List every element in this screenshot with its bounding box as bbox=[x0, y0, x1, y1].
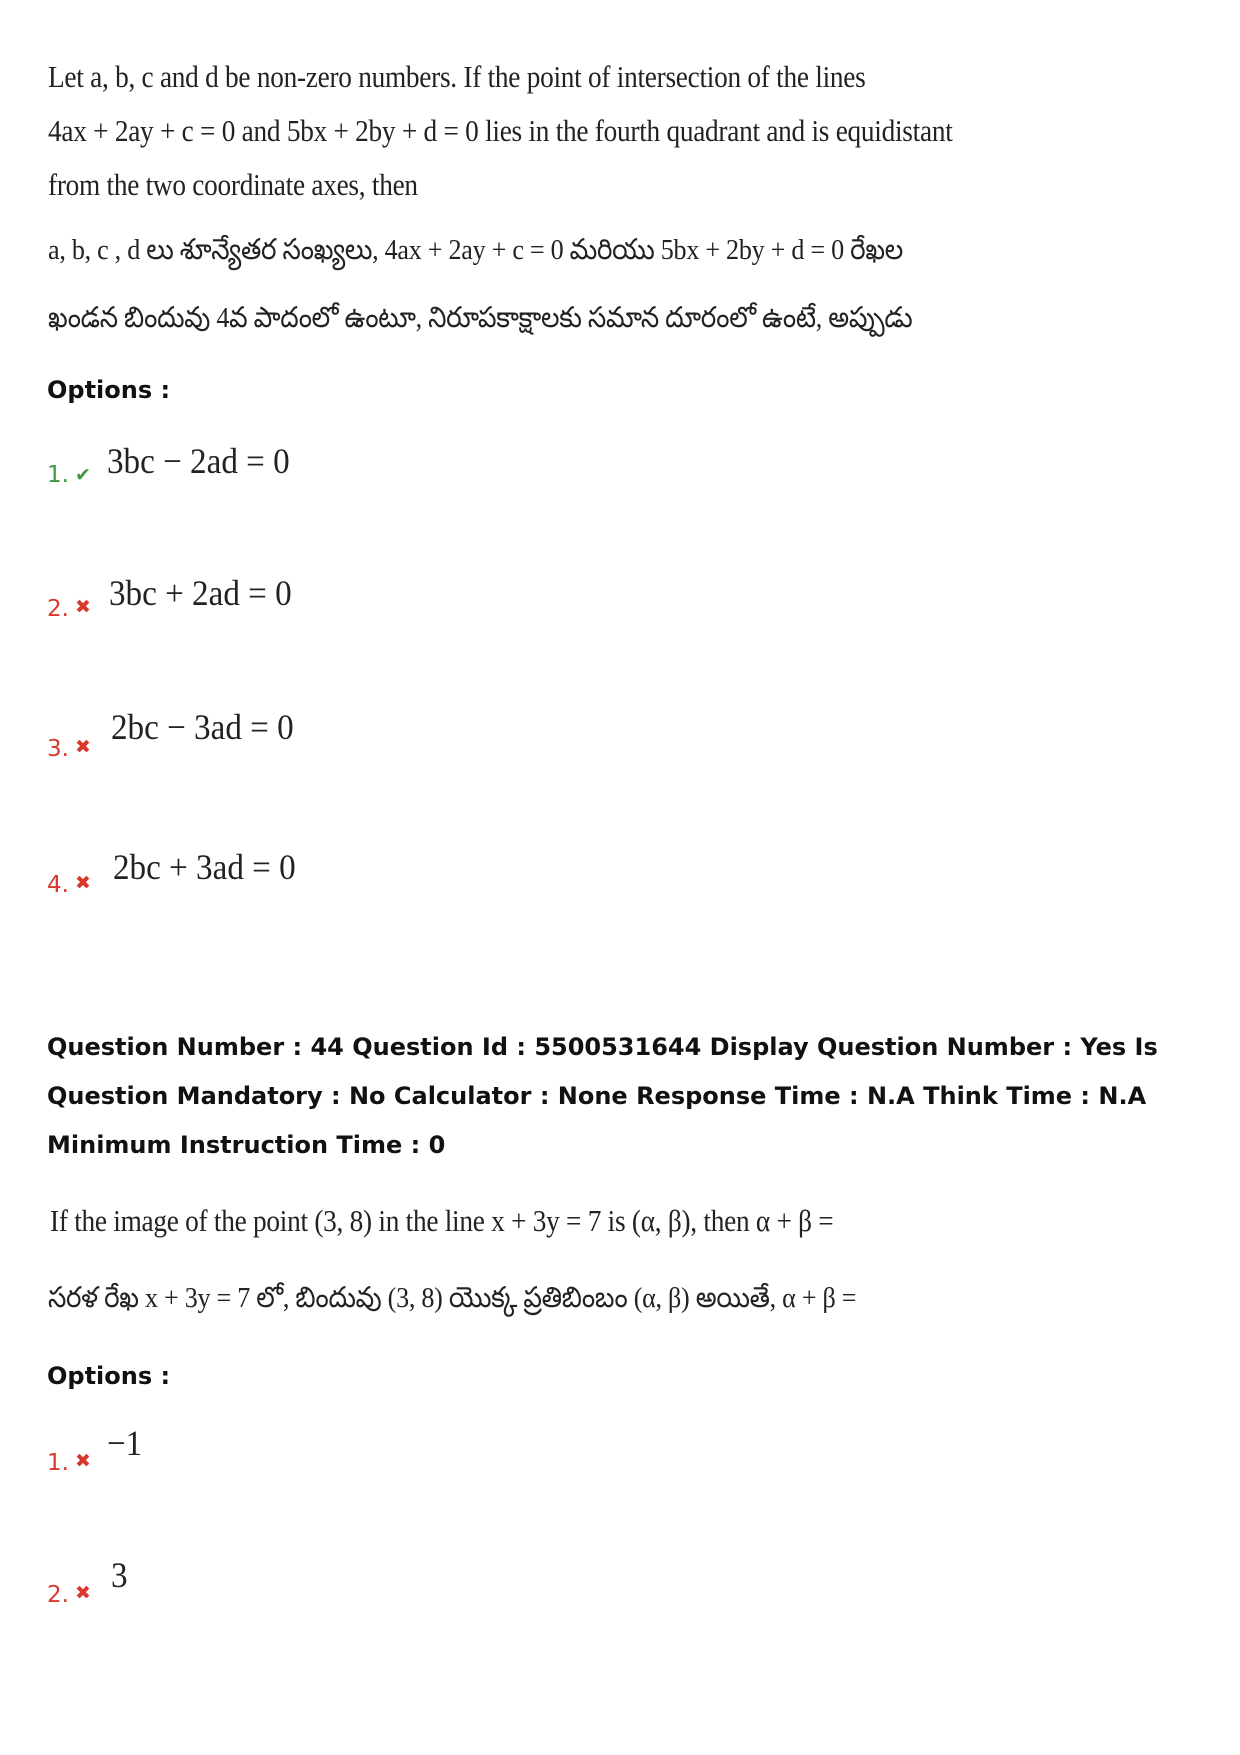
q43-options-label: Options : bbox=[47, 376, 171, 404]
check-icon: ✔ bbox=[75, 464, 91, 486]
option-number: 2. bbox=[47, 596, 69, 622]
q43-stem-te-line-2: ఖండన బిందువు 4వ పాదంలో ఉంటూ, నిరూపకాక్షాలకు సమాన దూరంలో ఉంటే, అప్పుడు bbox=[48, 302, 913, 334]
option-number: 4. bbox=[47, 872, 69, 898]
option-text: 3 bbox=[111, 1555, 128, 1595]
q43-stem-english bbox=[48, 50, 953, 212]
option-number: 2. bbox=[47, 1582, 69, 1608]
option-text: 3bc + 2ad = 0 bbox=[109, 573, 292, 613]
q43-stem-telugu bbox=[48, 216, 912, 352]
q44-meta-info: Question Number : 44 Question Id : 5500531644 Display Question Number : Yes Is Question Mandatory : No Calculator : None Response Time : N.A Think Time : N.A Minimum Instruction Time : 0 bbox=[47, 1033, 1158, 1159]
option-number: 3. bbox=[47, 736, 69, 762]
cross-icon: ✖ bbox=[75, 736, 91, 758]
q43-stem-line-2: 4ax + 2ay + c = 0 and 5bx + 2by + d = 0 lies in the fourth quadrant and is equidistant bbox=[48, 113, 953, 148]
cross-icon: ✖ bbox=[75, 872, 91, 894]
q43-stem-te-line-1: a, b, c , d లు శూన్యేతర సంఖ్యలు, 4ax + 2ay + c = 0 మరియు 5bx + 2by + d = 0 రేఖల bbox=[48, 234, 904, 266]
q44-stem-english bbox=[50, 1194, 833, 1248]
q44-stem-telugu bbox=[48, 1264, 856, 1332]
option-number: 1. bbox=[47, 462, 69, 488]
option-text: 2bc + 3ad = 0 bbox=[113, 847, 296, 887]
option-text: 2bc − 3ad = 0 bbox=[111, 707, 294, 747]
option-text: −1 bbox=[107, 1423, 143, 1463]
cross-icon: ✖ bbox=[75, 1450, 91, 1472]
q44-stem-line: If the image of the point (3, 8) in the line x + 3y = 7 is (α, β), then α + β = bbox=[50, 1203, 834, 1238]
option-number: 1. bbox=[47, 1450, 69, 1476]
cross-icon: ✖ bbox=[75, 596, 91, 618]
option-text: 3bc − 2ad = 0 bbox=[107, 441, 290, 481]
q44-options-label: Options : bbox=[47, 1362, 171, 1390]
q43-stem-line-3: from the two coordinate axes, then bbox=[48, 167, 418, 202]
cross-icon: ✖ bbox=[75, 1582, 91, 1604]
q44-stem-te-line: సరళ రేఖ x + 3y = 7 లో, బిందువు (3, 8) యొక్క ప్రతిబింబం (α, β) అయితే, α + β = bbox=[48, 1282, 857, 1314]
q43-stem-line-1: Let a, b, c and d be non-zero numbers. If the point of intersection of the lines bbox=[48, 59, 866, 94]
